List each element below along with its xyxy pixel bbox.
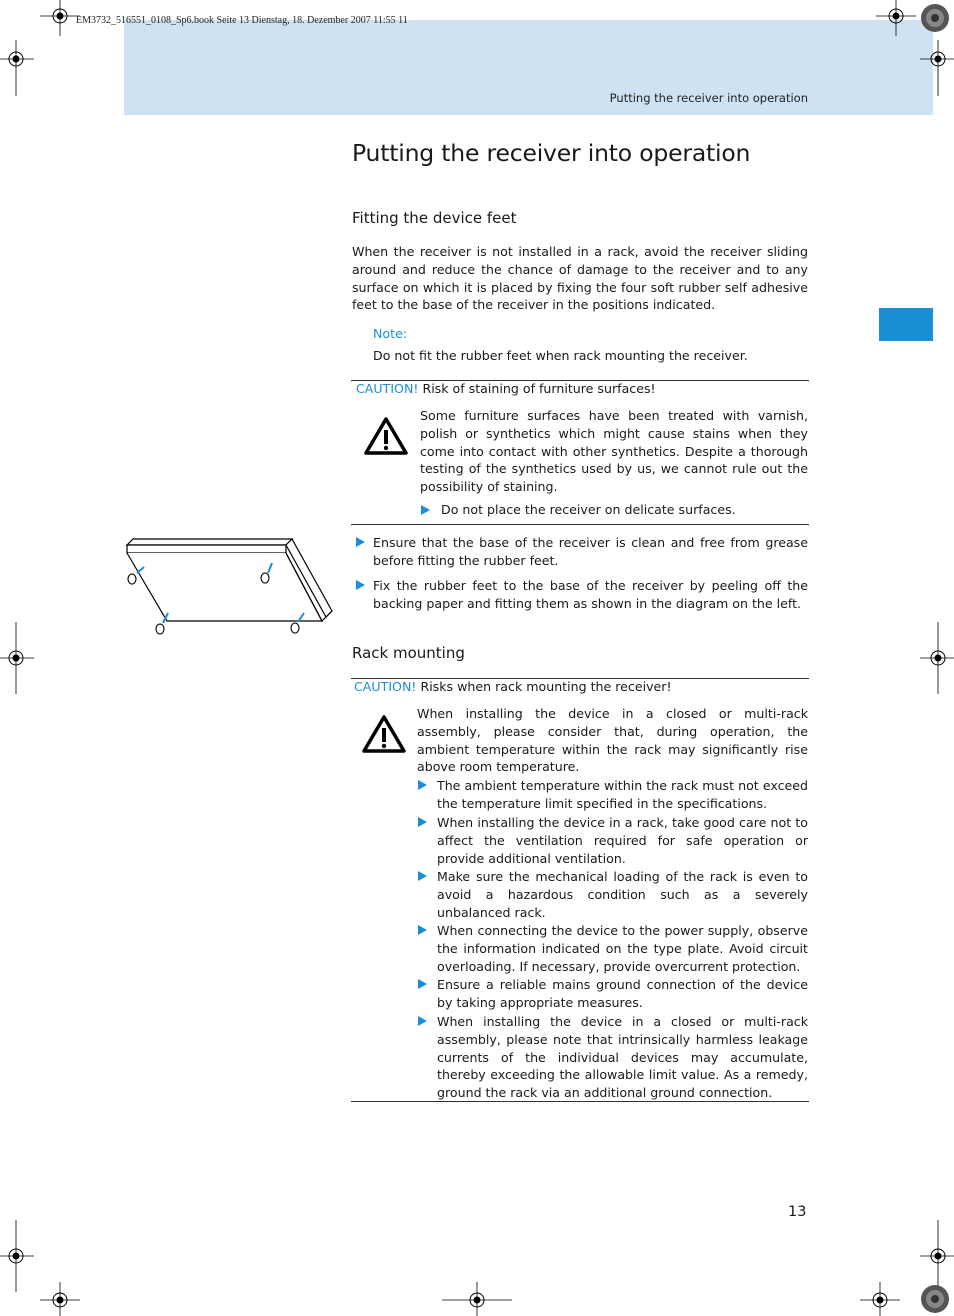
note-label: Note:: [373, 326, 408, 341]
caution-paragraph: Some furniture surfaces have been treated with varnish, polish or synthetics which might cause stains when they come into contact with other synthetics. Despite a thorough testing of the synthetics used by us, we cannot rule out the possibility of staining.: [420, 408, 808, 495]
registration-mark-icon: [860, 1282, 900, 1316]
warning-icon: [361, 714, 407, 754]
bullet-arrow-icon: [418, 1016, 427, 1026]
step-item: Fix the rubber feet to the base of the receiver by peeling off the backing paper and fitting them as shown in the diagram on the left.: [373, 578, 808, 611]
registration-mark-icon: [876, 0, 916, 36]
page-number: 13: [788, 1204, 807, 1220]
header-band: [124, 20, 933, 115]
page-title: Putting the receiver into operation: [352, 139, 751, 167]
registration-mark-icon: [0, 1220, 34, 1292]
registration-mark-icon: [40, 0, 80, 36]
caution-bullet: Ensure a reliable mains ground connection of the device by taking appropriate measures.: [437, 977, 808, 1010]
bullet-arrow-icon: [421, 505, 430, 515]
bullet-arrow-icon: [418, 780, 427, 790]
caution-label: CAUTION!: [354, 679, 417, 694]
caution-bottom-rule: [351, 1101, 809, 1102]
registration-mark-icon: [40, 1282, 80, 1316]
caution-label: CAUTION!: [356, 381, 419, 396]
bullet-arrow-icon: [418, 871, 427, 881]
intro-paragraph: When the receiver is not installed in a rack, avoid the receiver sliding around and reduce the chance of damage to the receiver and to any surface on which it is placed by fixing the four soft rubber self adhesive feet to the base of the receiver in the positions indicated.: [352, 244, 808, 313]
bullet-arrow-icon: [356, 537, 365, 547]
registration-mark-icon: [920, 622, 954, 694]
warning-icon: [363, 416, 409, 456]
running-head: Putting the receiver into operation: [609, 91, 808, 105]
bullet-arrow-icon: [418, 925, 427, 935]
note-text: Do not fit the rubber feet when rack mounting the receiver.: [373, 348, 748, 363]
print-info: EM3732_516551_0108_Sp6.book Seite 13 Dienstag, 18. Dezember 2007 11:55 11: [76, 15, 408, 26]
bullet-arrow-icon: [418, 979, 427, 989]
caution-paragraph: When installing the device in a closed or multi-rack assembly, please consider that, during operation, the ambient temperature within the rack may significantly rise above room temperature.: [417, 706, 808, 775]
caution-bullet: When installing the device in a closed or multi-rack assembly, please note that intrinsically harmless leakage currents of the individual devices may accumulate, thereby exceeding the allowable limit value. As a remedy, ground the rack via an additional ground connection.: [437, 1014, 808, 1101]
registration-mark-icon: [0, 622, 34, 694]
caution-title: Risks when rack mounting the receiver!: [420, 679, 672, 694]
step-item: Ensure that the base of the receiver is clean and free from grease before fitting the rubber feet.: [373, 535, 808, 568]
registration-mark-icon: [0, 40, 34, 96]
registration-mark-icon: [442, 1282, 512, 1316]
caution-bullet: The ambient temperature within the rack must not exceed the temperature limit specified in the specifications.: [437, 778, 808, 811]
color-wheel-icon: [919, 1283, 951, 1315]
registration-mark-icon: [920, 40, 954, 96]
section-heading-rack-mounting: Rack mounting: [352, 644, 465, 662]
caution-heading: [356, 381, 656, 396]
caution-bullet: When installing the device in a rack, take good care not to affect the ventilation required for safe operation or provide additional ventilation.: [437, 815, 808, 866]
bullet-arrow-icon: [356, 580, 365, 590]
caution-heading: [354, 679, 672, 694]
chapter-tab: [879, 308, 933, 341]
caution-bullet: Do not place the receiver on delicate surfaces.: [441, 502, 736, 517]
device-feet-illustration: [122, 533, 336, 637]
caution-bullet: Make sure the mechanical loading of the rack is even to avoid a hazardous condition such as a severely unbalanced rack.: [437, 869, 808, 920]
registration-mark-icon: [920, 1220, 954, 1292]
section-heading-device-feet: Fitting the device feet: [352, 209, 517, 227]
caution-bullet: When connecting the device to the power supply, observe the information indicated on the type plate. Avoid circuit overloading. If necessary, provide overcurrent protection.: [437, 923, 808, 974]
caution-title: Risk of staining of furniture surfaces!: [422, 381, 656, 396]
color-wheel-icon: [919, 2, 951, 34]
caution-bottom-rule: [351, 524, 809, 525]
bullet-arrow-icon: [418, 817, 427, 827]
